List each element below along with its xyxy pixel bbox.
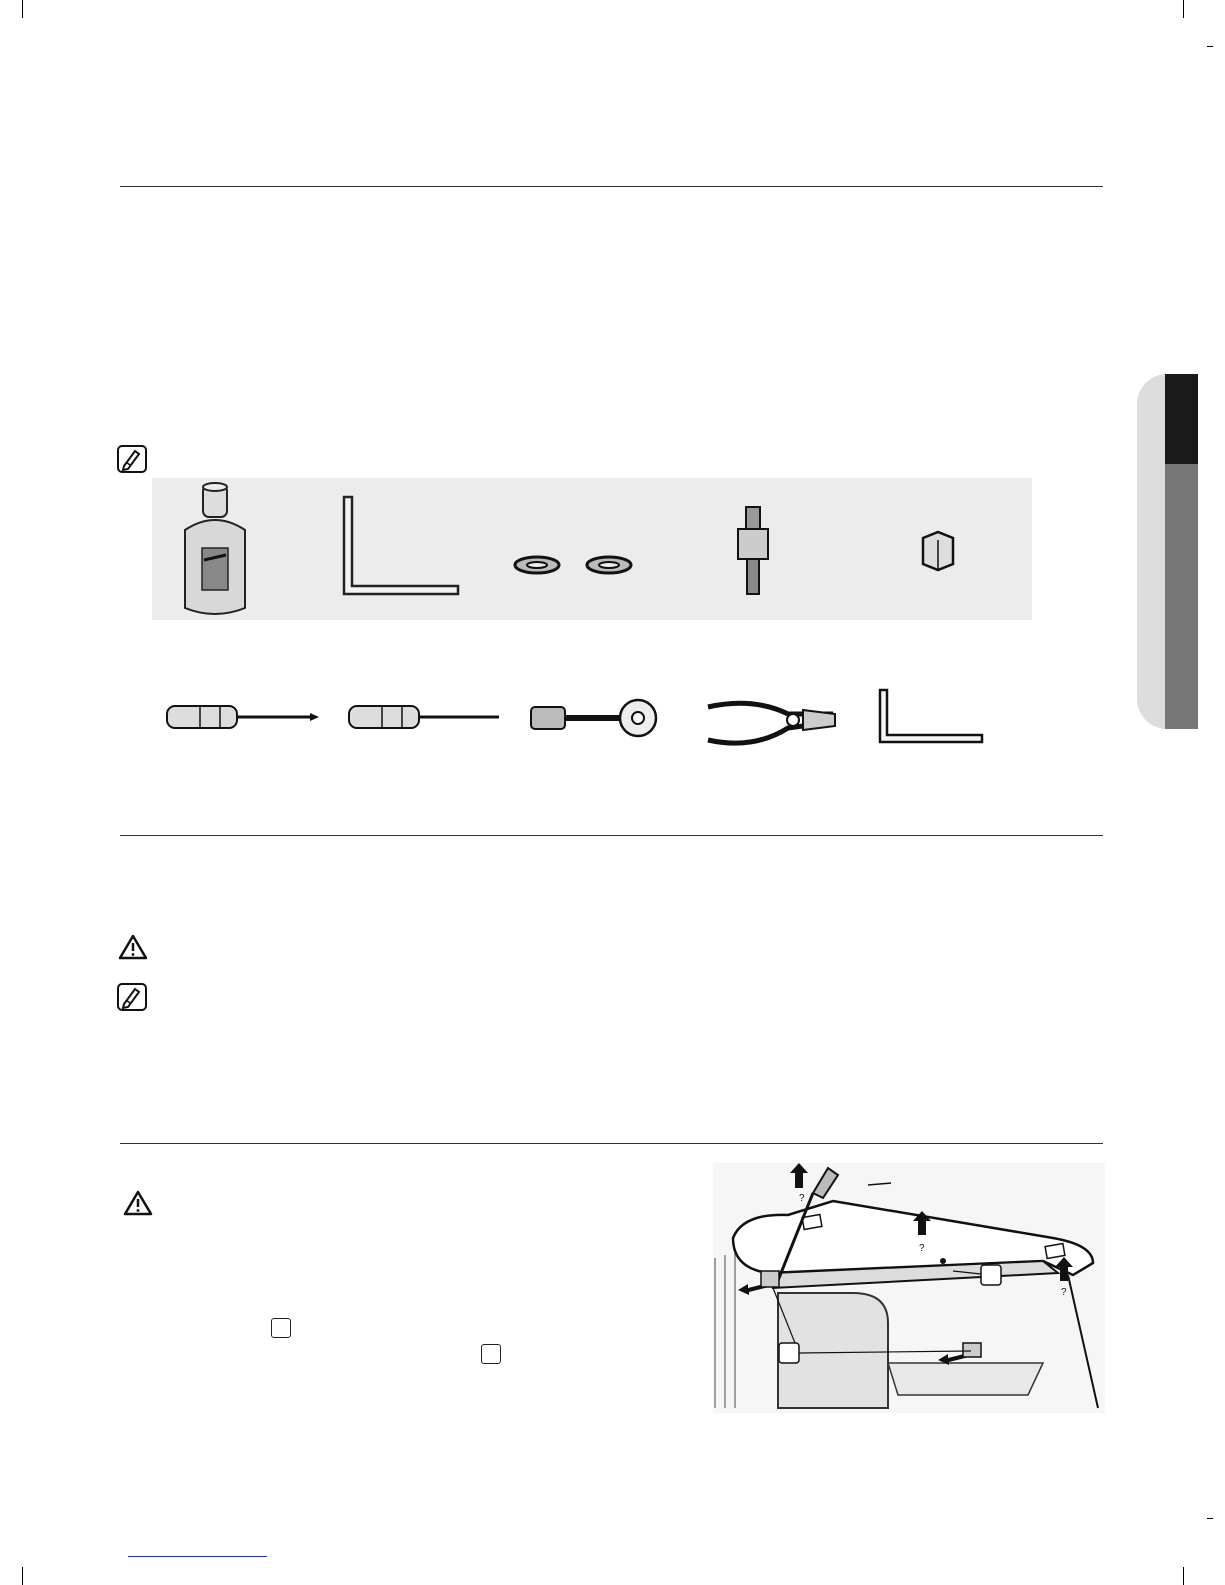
- crop-mark-bottom-right: [1183, 1567, 1184, 1585]
- crop-mark-right-bottom: [1207, 1518, 1213, 1519]
- svg-text:?: ?: [1061, 1287, 1067, 1298]
- note-icon: [117, 445, 147, 473]
- section-tab-active: [1165, 374, 1198, 464]
- step-marker-box: [271, 1318, 291, 1338]
- hex-wrench-illustration: [338, 494, 463, 598]
- section-tab-inactive: [1165, 464, 1198, 729]
- parts-panel: [152, 478, 1032, 620]
- svg-text:?: ?: [799, 1193, 805, 1204]
- crop-mark-bottom-left: [22, 1567, 23, 1585]
- svg-text:?: ?: [919, 1243, 925, 1254]
- hex-nut-illustration: [918, 530, 958, 572]
- section-divider-1: [120, 186, 1103, 187]
- fitting-adapter-illustration: [735, 504, 771, 598]
- crop-mark-top-right: [1183, 0, 1184, 18]
- crop-mark-top-left: [22, 0, 23, 18]
- flat-screwdriver-illustration: [347, 700, 502, 736]
- washers-illustration: [512, 553, 634, 577]
- footer-link-underline: [128, 1556, 267, 1557]
- note-icon: [117, 983, 147, 1011]
- caution-icon: [118, 934, 148, 960]
- section-divider-2: [120, 835, 1103, 836]
- crop-mark-right-top: [1207, 46, 1213, 47]
- water-filter-illustration: [180, 480, 250, 620]
- section-divider-3: [120, 1143, 1103, 1144]
- step-marker-box: [481, 1344, 501, 1364]
- caution-icon: [123, 1190, 153, 1216]
- allen-wrench-illustration: [877, 687, 985, 745]
- phillips-screwdriver-illustration: [165, 700, 320, 736]
- hinge-cover-diagram: [713, 1163, 1105, 1413]
- pliers-illustration: [703, 692, 840, 752]
- socket-wrench-illustration: [528, 697, 668, 743]
